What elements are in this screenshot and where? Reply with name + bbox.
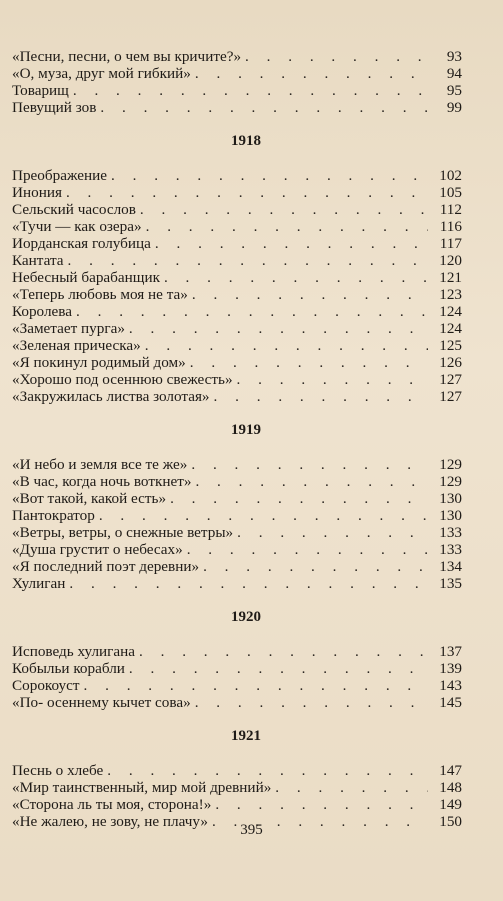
dot-leader	[129, 660, 428, 677]
toc-entry	[12, 201, 462, 218]
toc-entry-page: 127	[439, 371, 462, 388]
toc-entry-title: Товарищ	[12, 82, 69, 99]
toc-entry	[12, 337, 462, 354]
toc-entry-page: 147	[439, 762, 462, 779]
toc-entry-page: 102	[439, 167, 462, 184]
dot-leader	[237, 524, 428, 541]
toc-entry-title: Сорокоуст	[12, 677, 80, 694]
toc-entry-title: «Ветры, ветры, о снежные ветры»	[12, 524, 234, 541]
dot-leader	[203, 558, 428, 575]
toc-entry-title: «Теперь любовь моя не та»	[12, 286, 188, 303]
toc-entry-page: 126	[439, 354, 462, 371]
toc-entry	[12, 82, 462, 99]
toc-entry-title: «Тучи — как озера»	[12, 218, 142, 235]
dot-leader	[68, 252, 428, 269]
toc-entry-page: 149	[439, 796, 462, 813]
dot-leader	[66, 184, 428, 201]
toc-entry-title: Пантократор	[12, 507, 95, 524]
toc-entry	[12, 48, 462, 65]
toc-entry-title: Кобыльи корабли	[12, 660, 125, 677]
toc-entry-title: «Закружилась листва золотая»	[12, 388, 210, 405]
page-number: 395	[240, 822, 263, 838]
toc-entry-page: 127	[439, 388, 462, 405]
toc-entry-title: Королева	[12, 303, 72, 320]
dot-leader	[146, 218, 428, 235]
toc-entry	[12, 167, 462, 184]
toc-entry	[12, 320, 462, 337]
dot-leader	[170, 490, 428, 507]
dot-leader	[145, 337, 428, 354]
toc-entry	[12, 388, 462, 405]
dot-leader	[111, 167, 428, 184]
toc-entry	[12, 269, 462, 286]
dot-leader	[76, 303, 428, 320]
toc-entry-title: «По- осеннему кычет сова»	[12, 694, 191, 711]
toc-entry-page: 133	[439, 524, 462, 541]
toc-entry	[12, 660, 462, 677]
toc-entry-page: 99	[446, 99, 462, 116]
dot-leader	[164, 269, 428, 286]
toc-entry	[12, 218, 462, 235]
toc-entry	[12, 473, 462, 490]
toc-entry-title: Певущий зов	[12, 99, 97, 116]
toc-entry-page: 95	[446, 82, 462, 99]
toc-entry	[12, 575, 462, 592]
toc-entry-page: 124	[439, 320, 462, 337]
toc-entry-page: 143	[439, 677, 462, 694]
section-year-heading: 1918	[231, 133, 261, 149]
dot-leader	[107, 762, 428, 779]
toc-entry-title: Сельский часослов	[12, 201, 136, 218]
toc-entry-title: «Вот такой, какой есть»	[12, 490, 167, 507]
dot-leader	[195, 65, 428, 82]
toc-entry	[12, 490, 462, 507]
table-of-contents	[12, 48, 462, 830]
dot-leader	[214, 388, 428, 405]
dot-leader	[100, 99, 428, 116]
toc-entry	[12, 507, 462, 524]
toc-entry-title: «Я покинул родимый дом»	[12, 354, 186, 371]
toc-entry-page: 135	[439, 575, 462, 592]
toc-entry	[12, 694, 462, 711]
toc-entry-page: 148	[439, 779, 462, 796]
toc-entry-page: 121	[439, 269, 462, 286]
dot-leader	[190, 354, 428, 371]
dot-leader	[195, 694, 428, 711]
toc-entry-title: Песнь о хлебе	[12, 762, 104, 779]
dot-leader	[187, 541, 428, 558]
toc-entry-title: «Я последний поэт деревни»	[12, 558, 200, 575]
section-year-heading: 1921	[231, 728, 261, 744]
toc-entry-page: 124	[439, 303, 462, 320]
toc-entry-page: 120	[439, 252, 462, 269]
toc-entry-page: 112	[439, 201, 462, 218]
dot-leader	[73, 82, 428, 99]
toc-entry-page: 116	[439, 218, 462, 235]
toc-entry-page: 133	[439, 541, 462, 558]
toc-entry	[12, 286, 462, 303]
dot-leader	[237, 371, 428, 388]
toc-entry	[12, 524, 462, 541]
toc-entry	[12, 779, 462, 796]
toc-entry-title: «Песни, песни, о чем вы кричите?»	[12, 48, 242, 65]
toc-entry-title: «И небо и земля все те же»	[12, 456, 188, 473]
toc-entry-page: 134	[439, 558, 462, 575]
toc-entry-page: 125	[439, 337, 462, 354]
toc-entry-page: 130	[439, 490, 462, 507]
toc-entry-page: 150	[439, 813, 462, 830]
toc-entry-title: «Заметает пурга»	[12, 320, 125, 337]
dot-leader	[245, 48, 428, 65]
toc-entry	[12, 541, 462, 558]
toc-entry	[12, 354, 462, 371]
toc-entry-page: 105	[439, 184, 462, 201]
toc-entry-page: 117	[439, 235, 462, 252]
toc-entry	[12, 643, 462, 660]
toc-entry-page: 93	[446, 48, 462, 65]
dot-leader	[195, 473, 428, 490]
toc-entry-title: Иорданская голубица	[12, 235, 151, 252]
toc-entry	[12, 235, 462, 252]
toc-entry-title: «Не жалею, не зову, не плачу»	[12, 813, 208, 830]
toc-entry	[12, 99, 462, 116]
toc-entry	[12, 371, 462, 388]
dot-leader	[69, 575, 428, 592]
toc-entry-title: Преображение	[12, 167, 107, 184]
toc-entry-title: Кантата	[12, 252, 64, 269]
toc-entry	[12, 762, 462, 779]
toc-entry-page: 145	[439, 694, 462, 711]
toc-entry	[12, 303, 462, 320]
toc-entry-title: Небесный барабанщик	[12, 269, 160, 286]
dot-leader	[84, 677, 428, 694]
section-year-heading: 1920	[231, 609, 261, 625]
toc-entry-page: 129	[439, 456, 462, 473]
toc-entry-title: «О, муза, друг мой гибкий»	[12, 65, 191, 82]
section-year-heading: 1919	[231, 422, 261, 438]
toc-entry	[12, 677, 462, 694]
toc-entry-page: 94	[446, 65, 462, 82]
dot-leader	[215, 796, 428, 813]
toc-entry-title: Инония	[12, 184, 62, 201]
toc-entry	[12, 558, 462, 575]
toc-entry-page: 139	[439, 660, 462, 677]
dot-leader	[192, 286, 428, 303]
toc-entry-page: 129	[439, 473, 462, 490]
dot-leader	[129, 320, 428, 337]
dot-leader	[155, 235, 428, 252]
toc-entry	[12, 184, 462, 201]
toc-entry-title: «Душа грустит о небесах»	[12, 541, 183, 558]
dot-leader	[191, 456, 428, 473]
toc-entry-title: Исповедь хулигана	[12, 643, 135, 660]
toc-entry-title: «В час, когда ночь воткнет»	[12, 473, 192, 490]
toc-entry-title: «Зеленая прическа»	[12, 337, 141, 354]
dot-leader	[139, 643, 428, 660]
toc-entry-title: «Хорошо под осеннюю свежесть»	[12, 371, 233, 388]
toc-entry-title: «Мир таинственный, мир мой древний»	[12, 779, 272, 796]
dot-leader	[275, 779, 428, 796]
toc-entry-title: «Сторона ль ты моя, сторона!»	[12, 796, 212, 813]
dot-leader	[99, 507, 428, 524]
toc-entry-page: 123	[439, 286, 462, 303]
toc-entry-page: 130	[439, 507, 462, 524]
toc-entry	[12, 252, 462, 269]
toc-entry	[12, 65, 462, 82]
toc-entry	[12, 796, 462, 813]
toc-entry-page: 137	[439, 643, 462, 660]
toc-entry-title: Хулиган	[12, 575, 66, 592]
toc-entry	[12, 456, 462, 473]
dot-leader	[140, 201, 428, 218]
